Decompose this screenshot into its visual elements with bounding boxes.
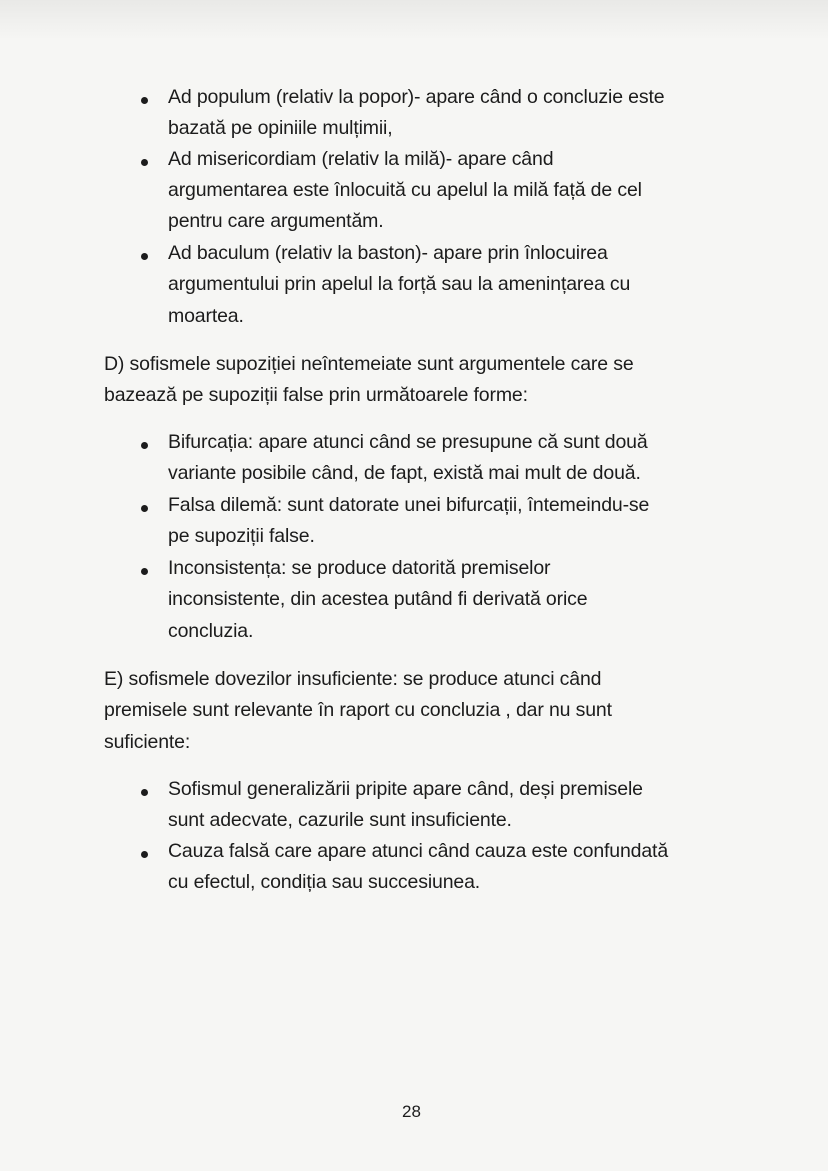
- list-item-line: Ad populum (relativ la popor)- apare când o concluzie este: [168, 86, 665, 108]
- paragraph-line: D) sofismele supoziției neîntemeiate sunt argumentele care se: [104, 353, 634, 375]
- list-item-line: cu efectul, condiția sau succesiunea.: [168, 871, 481, 893]
- list-item-line: Ad misericordiam (relativ la milă)- apare când: [168, 148, 554, 170]
- list-item-line: inconsistente, din acestea putând fi derivată orice: [168, 588, 588, 610]
- list-item-line: pentru care argumentăm.: [168, 210, 384, 232]
- bullet-icon: [141, 253, 148, 260]
- list-item-line: argumentului prin apelul la forță sau la amenințarea cu: [168, 273, 631, 295]
- list-item-line: Inconsistența: se produce datorită premiselor: [168, 557, 551, 579]
- list-item-line: Cauza falsă care apare atunci când cauza este confundată: [168, 840, 669, 862]
- bullet-icon: [141, 789, 148, 796]
- list-item-line: bazată pe opiniile mulțimii,: [168, 117, 393, 139]
- bullet-icon: [141, 851, 148, 858]
- list-item-line: concluzia.: [168, 620, 254, 642]
- list-item-line: Bifurcația: apare atunci când se presupune că sunt două: [168, 431, 648, 453]
- paragraph-line: E) sofismele dovezilor insuficiente: se produce atunci când: [104, 668, 602, 690]
- paragraph-line: bazează pe supoziții false prin următoarele forme:: [104, 384, 528, 406]
- list-item-line: Ad baculum (relativ la baston)- apare prin înlocuirea: [168, 242, 608, 264]
- bullet-icon: [141, 568, 148, 575]
- list-item-line: Sofismul generalizării pripite apare când, deși premisele: [168, 778, 643, 800]
- bullet-icon: [141, 97, 148, 104]
- bullet-icon: [141, 505, 148, 512]
- page-number: 28: [402, 1102, 421, 1121]
- bullet-icon: [141, 159, 148, 166]
- bullet-icon: [141, 442, 148, 449]
- list-item-line: variante posibile când, de fapt, există mai mult de două.: [168, 462, 641, 484]
- paragraph-line: premisele sunt relevante în raport cu concluzia , dar nu sunt: [104, 699, 612, 721]
- list-item-line: pe supoziții false.: [168, 525, 315, 547]
- paragraph-line: suficiente:: [104, 731, 191, 753]
- list-item-line: sunt adecvate, cazurile sunt insuficiente.: [168, 809, 512, 831]
- list-item-line: moartea.: [168, 305, 244, 327]
- list-item-line: argumentarea este înlocuită cu apelul la milă față de cel: [168, 179, 642, 201]
- list-item-line: Falsa dilemă: sunt datorate unei bifurcații, întemeindu-se: [168, 494, 650, 516]
